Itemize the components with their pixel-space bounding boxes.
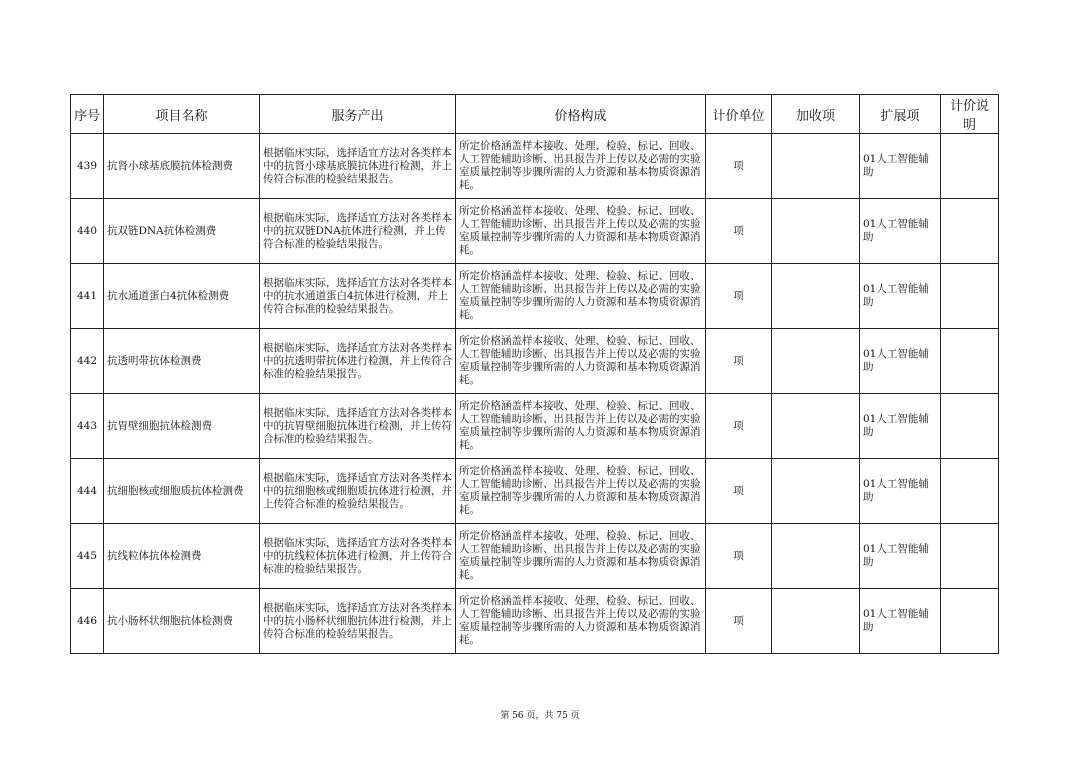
cell-item-name: 抗水通道蛋白4抗体检测费 (104, 264, 260, 329)
cell-surcharge (772, 459, 860, 524)
cell-item-name: 抗双链DNA抗体检测费 (104, 199, 260, 264)
table-row (71, 589, 999, 654)
header-pricing-note: 计价说明 (941, 95, 999, 134)
cell-pricing-unit: 项 (706, 524, 772, 589)
cell-price-composition: 所定价格涵盖样本接收、处理、检验、标记、回收、人工智能辅助诊断、出具报告并上传以及必需的实验室质量控制等步骤所需的人力资源和基本物质资源消耗。 (456, 459, 706, 524)
cell-item-name: 抗肾小球基底膜抗体检测费 (104, 134, 260, 199)
cell-item-name: 抗小肠杯状细胞抗体检测费 (104, 589, 260, 654)
cell-service-output: 根据临床实际，选择适宜方法对各类样本中的抗水通道蛋白4抗体进行检测，并上传符合标准的检验结果报告。 (260, 264, 456, 329)
cell-service-output: 根据临床实际，选择适宜方法对各类样本中的抗透明带抗体进行检测，并上传符合标准的检验结果报告。 (260, 329, 456, 394)
cell-service-output: 根据临床实际，选择适宜方法对各类样本中的抗细胞核或细胞质抗体进行检测，并上传符合标准的检验结果报告。 (260, 459, 456, 524)
table-row (71, 134, 999, 199)
cell-surcharge (772, 264, 860, 329)
cell-price-composition: 所定价格涵盖样本接收、处理、检验、标记、回收、人工智能辅助诊断、出具报告并上传以及必需的实验室质量控制等步骤所需的人力资源和基本物质资源消耗。 (456, 199, 706, 264)
cell-surcharge (772, 134, 860, 199)
header-price-composition: 价格构成 (456, 95, 706, 134)
table-row (71, 394, 999, 459)
cell-pricing-note (941, 329, 999, 394)
cell-seq: 439 (71, 134, 104, 199)
cell-seq: 444 (71, 459, 104, 524)
header-pricing-unit: 计价单位 (706, 95, 772, 134)
cell-item-name: 抗胃壁细胞抗体检测费 (104, 394, 260, 459)
cell-pricing-unit: 项 (706, 134, 772, 199)
cell-seq: 442 (71, 329, 104, 394)
cell-pricing-unit: 项 (706, 329, 772, 394)
cell-pricing-note (941, 134, 999, 199)
cell-surcharge (772, 329, 860, 394)
cell-pricing-note (941, 589, 999, 654)
cell-seq: 440 (71, 199, 104, 264)
cell-price-composition: 所定价格涵盖样本接收、处理、检验、标记、回收、人工智能辅助诊断、出具报告并上传以及必需的实验室质量控制等步骤所需的人力资源和基本物质资源消耗。 (456, 524, 706, 589)
cell-service-output: 根据临床实际，选择适宜方法对各类样本中的抗胃壁细胞抗体进行检测，并上传符合标准的检验结果报告。 (260, 394, 456, 459)
cell-service-output: 根据临床实际，选择适宜方法对各类样本中的抗小肠杯状细胞抗体进行检测，并上传符合标准的检验结果报告。 (260, 589, 456, 654)
header-seq: 序号 (71, 95, 104, 134)
cell-service-output: 根据临床实际，选择适宜方法对各类样本中的抗双链DNA抗体进行检测，并上传符合标准的检验结果报告。 (260, 199, 456, 264)
cell-item-name: 抗线粒体抗体检测费 (104, 524, 260, 589)
cell-extension: 01人工智能辅助 (860, 264, 941, 329)
cell-price-composition: 所定价格涵盖样本接收、处理、检验、标记、回收、人工智能辅助诊断、出具报告并上传以及必需的实验室质量控制等步骤所需的人力资源和基本物质资源消耗。 (456, 589, 706, 654)
cell-extension: 01人工智能辅助 (860, 134, 941, 199)
cell-price-composition: 所定价格涵盖样本接收、处理、检验、标记、回收、人工智能辅助诊断、出具报告并上传以及必需的实验室质量控制等步骤所需的人力资源和基本物质资源消耗。 (456, 329, 706, 394)
cell-item-name: 抗细胞核或细胞质抗体检测费 (104, 459, 260, 524)
cell-extension: 01人工智能辅助 (860, 329, 941, 394)
cell-price-composition: 所定价格涵盖样本接收、处理、检验、标记、回收、人工智能辅助诊断、出具报告并上传以及必需的实验室质量控制等步骤所需的人力资源和基本物质资源消耗。 (456, 264, 706, 329)
table-row (71, 524, 999, 589)
table-row (71, 459, 999, 524)
header-surcharge: 加收项 (772, 95, 860, 134)
table-row (71, 264, 999, 329)
cell-item-name: 抗透明带抗体检测费 (104, 329, 260, 394)
cell-surcharge (772, 394, 860, 459)
cell-extension: 01人工智能辅助 (860, 589, 941, 654)
cell-surcharge (772, 199, 860, 264)
cell-seq: 446 (71, 589, 104, 654)
cell-pricing-unit: 项 (706, 459, 772, 524)
cell-price-composition: 所定价格涵盖样本接收、处理、检验、标记、回收、人工智能辅助诊断、出具报告并上传以及必需的实验室质量控制等步骤所需的人力资源和基本物质资源消耗。 (456, 134, 706, 199)
cell-pricing-note (941, 199, 999, 264)
cell-price-composition: 所定价格涵盖样本接收、处理、检验、标记、回收、人工智能辅助诊断、出具报告并上传以及必需的实验室质量控制等步骤所需的人力资源和基本物质资源消耗。 (456, 394, 706, 459)
table-row (71, 199, 999, 264)
header-item-name: 项目名称 (104, 95, 260, 134)
cell-pricing-note (941, 524, 999, 589)
cell-seq: 443 (71, 394, 104, 459)
cell-pricing-unit: 项 (706, 394, 772, 459)
cell-extension: 01人工智能辅助 (860, 199, 941, 264)
cell-pricing-note (941, 459, 999, 524)
cell-seq: 441 (71, 264, 104, 329)
cell-surcharge (772, 589, 860, 654)
pricing-table (70, 94, 999, 654)
cell-pricing-note (941, 394, 999, 459)
cell-pricing-unit: 项 (706, 264, 772, 329)
cell-extension: 01人工智能辅助 (860, 524, 941, 589)
cell-service-output: 根据临床实际，选择适宜方法对各类样本中的抗肾小球基底膜抗体进行检测，并上传符合标准的检验结果报告。 (260, 134, 456, 199)
cell-service-output: 根据临床实际，选择适宜方法对各类样本中的抗线粒体抗体进行检测，并上传符合标准的检验结果报告。 (260, 524, 456, 589)
table-row (71, 329, 999, 394)
cell-surcharge (772, 524, 860, 589)
cell-pricing-unit: 项 (706, 589, 772, 654)
cell-extension: 01人工智能辅助 (860, 394, 941, 459)
header-extension: 扩展项 (860, 95, 941, 134)
cell-extension: 01人工智能辅助 (860, 459, 941, 524)
cell-pricing-unit: 项 (706, 199, 772, 264)
page-number: 第 56 页，共 75 页 (500, 711, 580, 721)
cell-pricing-note (941, 264, 999, 329)
cell-seq: 445 (71, 524, 104, 589)
header-service-output: 服务产出 (260, 95, 456, 134)
table-header-row (71, 95, 999, 134)
